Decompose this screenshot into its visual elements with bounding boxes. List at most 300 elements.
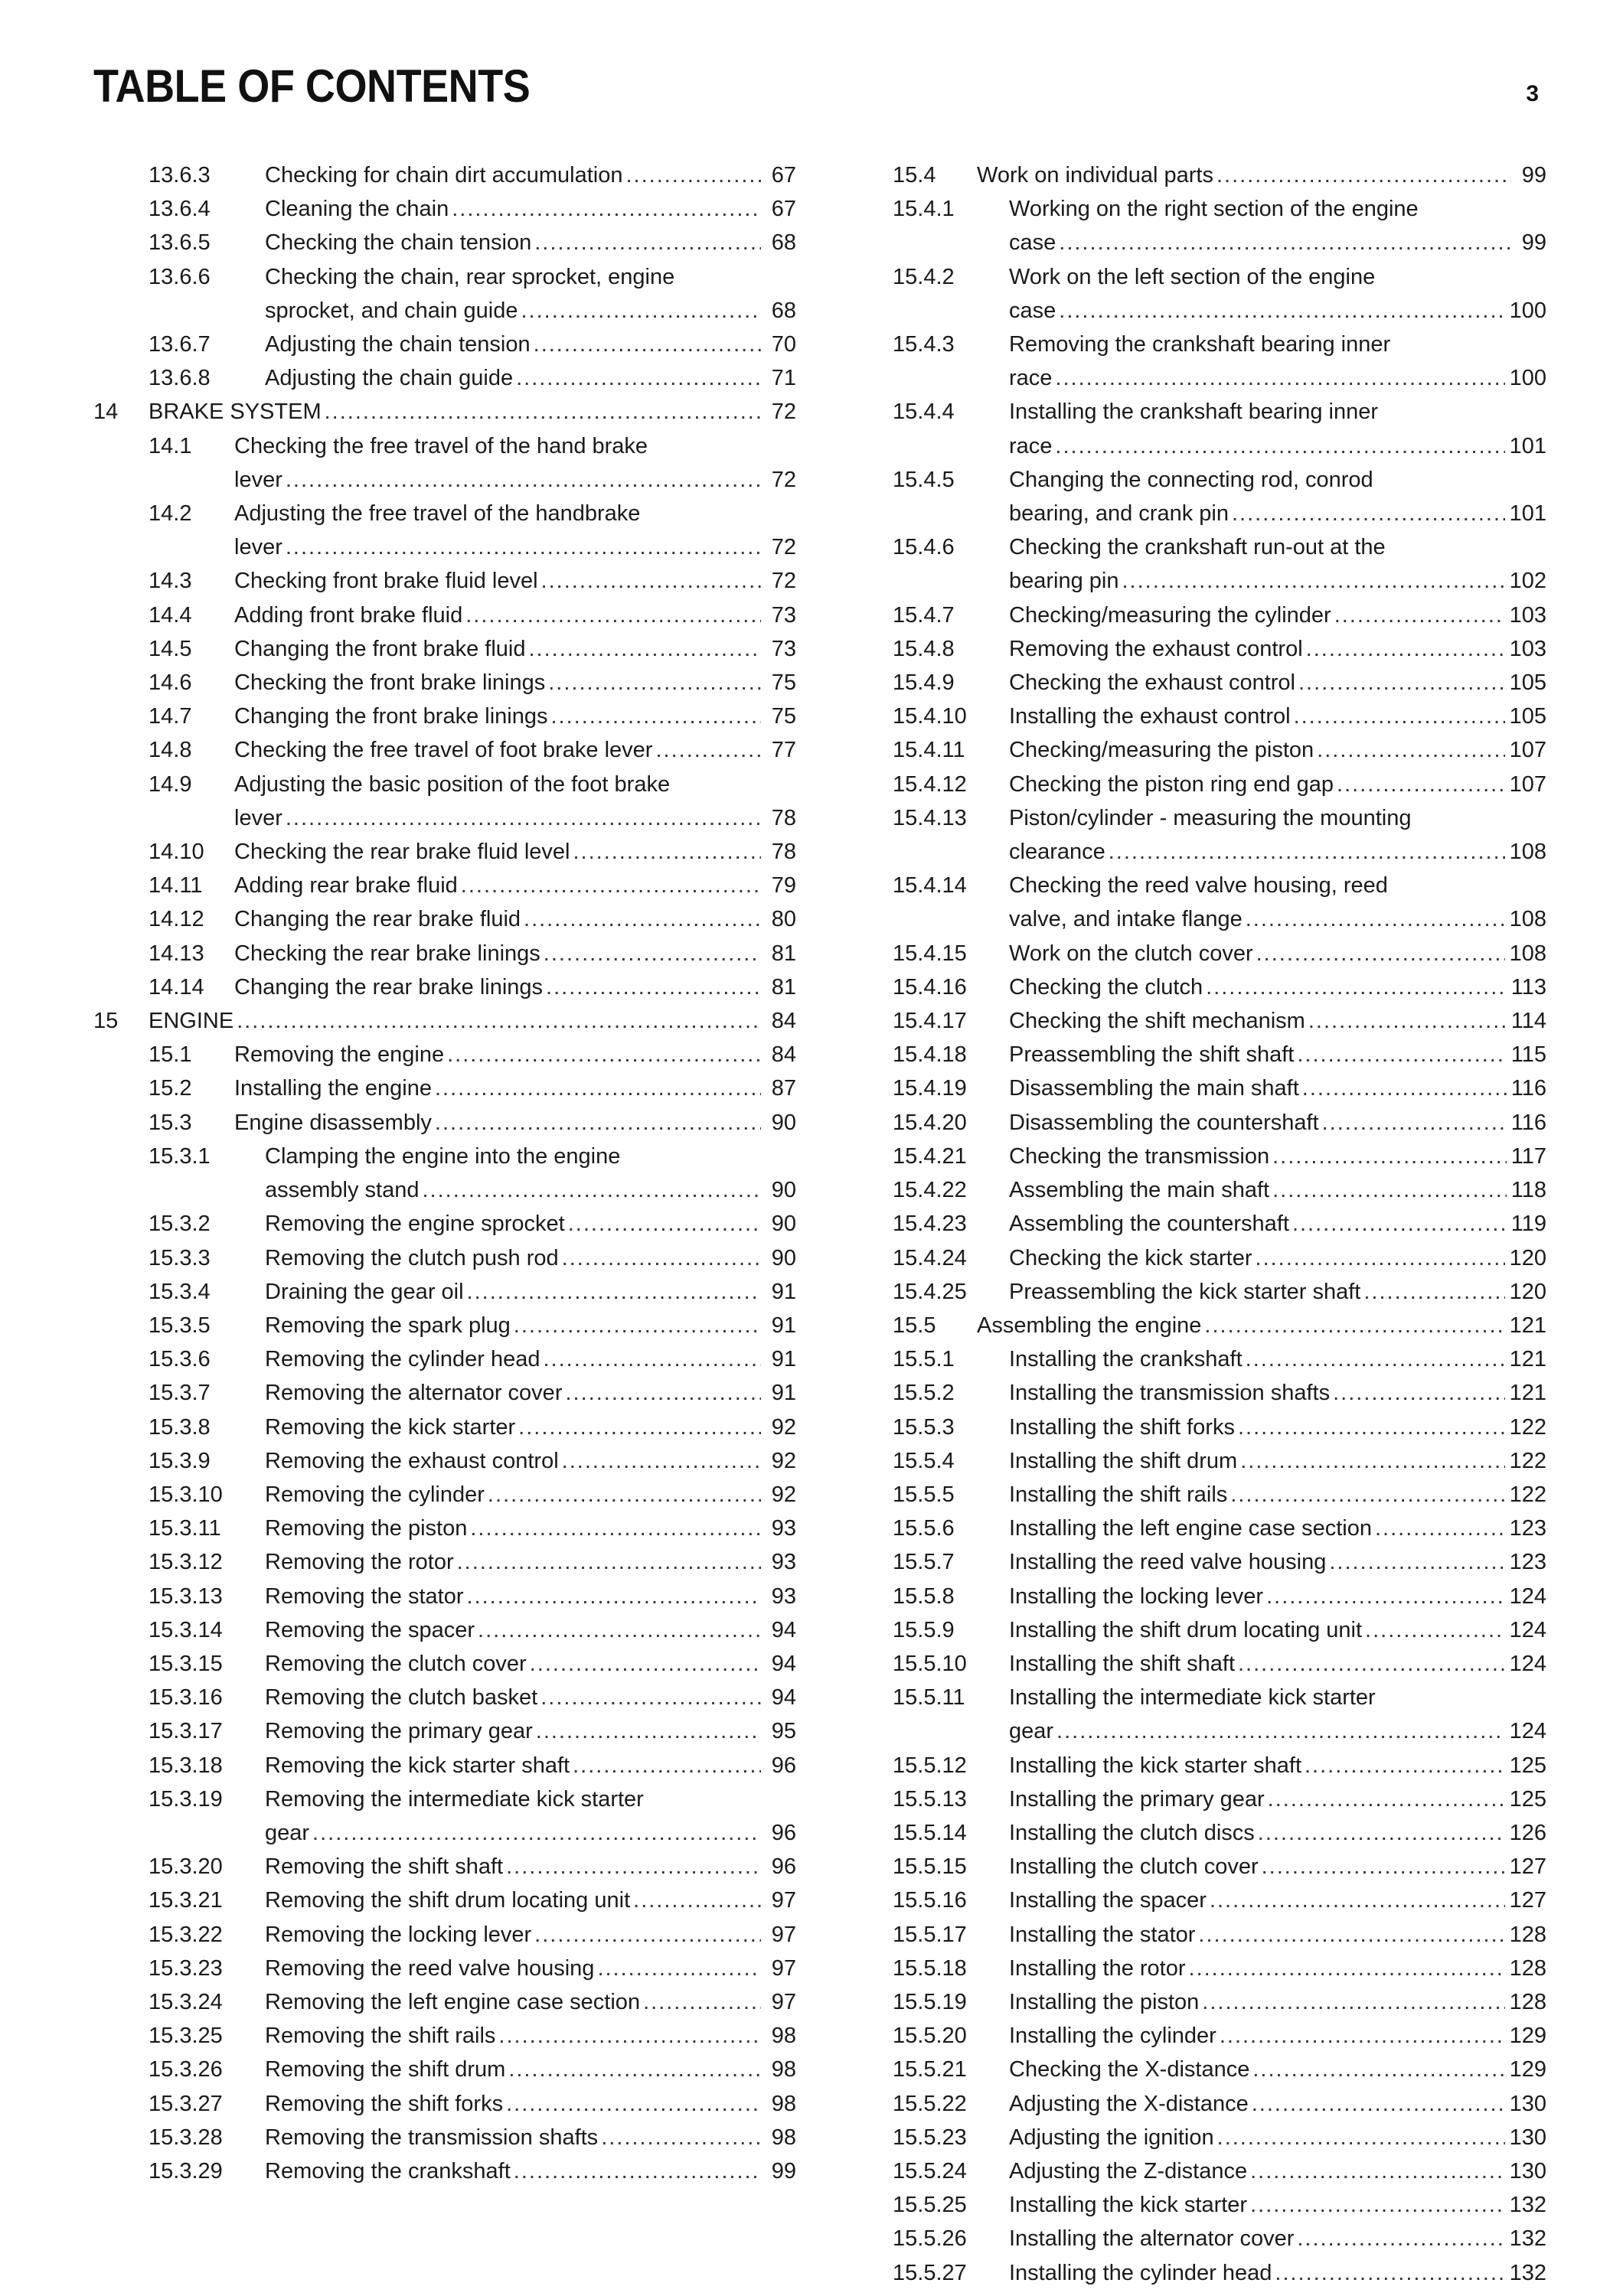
toc-entry-number: 15.4.23 [893, 1212, 967, 1237]
toc-entry[interactable] [93, 497, 796, 564]
toc-entry[interactable] [893, 700, 1546, 733]
toc-entry-title: bearing pin [1009, 569, 1119, 594]
toc-entry[interactable] [93, 2154, 796, 2188]
dot-leader [534, 226, 761, 259]
toc-entry-title: Changing the front brake fluid [234, 636, 526, 661]
toc-entry[interactable] [893, 192, 1546, 259]
toc-entry-title: Removing the crankshaft [265, 2158, 511, 2183]
toc-entry-page: 117 [1510, 1143, 1546, 1169]
dot-leader [457, 1545, 761, 1579]
toc-entry-number: 15.5.10 [893, 1651, 967, 1676]
toc-entry[interactable] [893, 1749, 1546, 1782]
toc-entry-page: 72 [771, 569, 796, 594]
toc-entry-title: Removing the piston [265, 1516, 468, 1541]
dot-leader [550, 700, 761, 733]
toc-entry-page: 75 [771, 670, 796, 696]
toc-entry[interactable] [93, 1376, 796, 1410]
toc-entry-title: Removing the shift drum locating unit [265, 1888, 631, 1913]
toc-entry[interactable] [93, 429, 796, 497]
toc-entry-number: 15.5.12 [893, 1753, 967, 1778]
toc-entry-page: 97 [771, 1922, 796, 1947]
toc-entry-page: 70 [771, 332, 796, 357]
toc-entry-number: 15.4.5 [893, 467, 955, 492]
toc-entry-page: 107 [1509, 771, 1546, 797]
toc-entry-title: Removing the left engine case section [265, 1989, 641, 2014]
toc-entry[interactable] [93, 1038, 796, 1071]
toc-entry[interactable] [893, 1342, 1546, 1376]
toc-entry-title: Checking the exhaust control [1009, 670, 1295, 696]
toc-entry-title: Disassembling the countershaft [1009, 1110, 1319, 1135]
toc-entry-page: 98 [771, 2125, 796, 2150]
toc-entry[interactable] [893, 1071, 1546, 1105]
toc-entry[interactable] [93, 1444, 796, 1478]
toc-entry[interactable] [93, 1275, 796, 1309]
toc-entry-number: 14.3 [149, 569, 192, 594]
dot-leader [1256, 1241, 1505, 1275]
toc-entry-title: Removing the exhaust control [265, 1448, 559, 1473]
toc-entry[interactable] [893, 1004, 1546, 1038]
toc-entry-number: 15.4.10 [893, 704, 967, 729]
toc-entry-page: 108 [1509, 941, 1546, 966]
dot-leader [1232, 497, 1505, 530]
toc-entry[interactable] [93, 1580, 796, 1613]
toc-entry-page: 97 [771, 1955, 796, 1981]
toc-entry[interactable] [93, 395, 796, 429]
dot-leader [562, 1444, 761, 1478]
toc-entry-title: Removing the shift drum [265, 2057, 506, 2082]
toc-entry[interactable] [893, 1782, 1546, 1816]
toc-entry-title: gear [265, 1820, 310, 1845]
toc-entry[interactable] [93, 1106, 796, 1140]
toc-entry-number: 13.6.7 [149, 332, 211, 357]
toc-entry-number: 13.6.8 [149, 366, 211, 391]
toc-entry[interactable] [93, 869, 796, 902]
dot-leader [1220, 2019, 1505, 2053]
toc-entry-page: 102 [1509, 569, 1546, 594]
toc-entry-page: 103 [1509, 636, 1546, 661]
dot-leader [1238, 1411, 1505, 1444]
toc-entry-title: Checking the free travel of foot brake lever [234, 738, 653, 763]
toc-entry[interactable] [893, 970, 1546, 1004]
dot-leader [1250, 2154, 1504, 2188]
toc-entry[interactable] [93, 1782, 796, 1850]
toc-entry[interactable] [893, 395, 1546, 462]
toc-entry-title: Removing the shift shaft [265, 1854, 504, 1880]
dot-leader [506, 1850, 761, 1883]
toc-entry[interactable] [93, 1411, 796, 1444]
toc-entry[interactable] [93, 1883, 796, 1917]
dot-leader [562, 1241, 761, 1275]
toc-entry[interactable] [93, 2087, 796, 2121]
toc-entry-title: race [1009, 366, 1053, 391]
toc-entry-title: Removing the crankshaft bearing inner [1009, 332, 1391, 357]
toc-entry-number: 15.3.27 [149, 2091, 223, 2116]
toc-entry[interactable] [93, 1342, 796, 1376]
toc-entry[interactable] [893, 1038, 1546, 1071]
toc-entry-title: case [1009, 230, 1056, 256]
toc-entry-page: 75 [771, 704, 796, 729]
toc-entry[interactable] [93, 1749, 796, 1782]
toc-entry-page: 103 [1509, 602, 1546, 628]
toc-entry-title: lever [234, 467, 282, 492]
toc-entry-page: 121 [1509, 1347, 1546, 1372]
toc-entry[interactable] [893, 2256, 1546, 2290]
dot-leader [312, 1816, 761, 1850]
toc-entry[interactable] [93, 970, 796, 1004]
dot-leader [1334, 598, 1505, 632]
toc-entry-title: Checking the crankshaft run-out at the [1009, 535, 1386, 560]
toc-entry-page: 71 [771, 366, 796, 391]
toc-entry-title: Installing the engine [234, 1076, 432, 1101]
toc-entry-title: Changing the rear brake linings [234, 974, 544, 1000]
toc-entry[interactable] [93, 1714, 796, 1748]
dot-leader [1246, 902, 1505, 936]
toc-entry[interactable] [893, 2019, 1546, 2053]
toc-entry-title: Installing the crankshaft [1009, 1347, 1243, 1372]
toc-entry-number: 15.4.13 [893, 805, 967, 830]
toc-entry-number: 15.4.15 [893, 941, 967, 966]
dot-leader [625, 158, 761, 192]
toc-entry[interactable] [893, 463, 1546, 530]
toc-entry[interactable] [893, 1478, 1546, 1512]
dot-leader [1109, 835, 1505, 869]
toc-entry[interactable] [893, 1444, 1546, 1478]
toc-entry[interactable] [893, 1241, 1546, 1275]
toc-entry-number: 15.4.22 [893, 1178, 967, 1203]
toc-entry-number: 13.6.5 [149, 230, 211, 256]
dot-leader [601, 2121, 761, 2154]
toc-entry-title: Checking for chain dirt accumulation [265, 163, 623, 188]
toc-entry-page: 98 [771, 2024, 796, 2049]
toc-entry-title: Checking front brake fluid level [234, 569, 538, 594]
toc-entry[interactable] [93, 1309, 796, 1342]
toc-entry[interactable] [93, 700, 796, 733]
toc-entry-number: 15.4 [893, 163, 936, 188]
toc-entry[interactable] [93, 1207, 796, 1241]
toc-entry-title: Work on individual parts [977, 163, 1213, 188]
toc-entry-title: clearance [1009, 840, 1105, 865]
toc-entry[interactable] [93, 158, 796, 192]
toc-entry-title: Checking the piston ring end gap [1009, 771, 1334, 797]
toc-entry[interactable] [893, 2188, 1546, 2222]
toc-entry-number: 15.5.14 [893, 1820, 967, 1845]
toc-entry[interactable] [893, 158, 1546, 192]
toc-entry[interactable] [893, 598, 1546, 632]
toc-entry[interactable] [893, 260, 1546, 328]
dot-leader [467, 1275, 761, 1309]
dot-leader [237, 1004, 761, 1038]
toc-entry-title: gear [1009, 1719, 1054, 1744]
toc-entry-page: 122 [1509, 1414, 1546, 1440]
toc-entry-number: 15.3 [149, 1110, 192, 1135]
dot-leader [1294, 700, 1505, 733]
toc-entry-title: Installing the clutch discs [1009, 1820, 1255, 1845]
dot-leader [470, 1512, 761, 1545]
toc-entry-title: Removing the stator [265, 1583, 464, 1609]
toc-entry[interactable] [93, 1140, 796, 1207]
toc-entry-number: 15.3.6 [149, 1347, 211, 1372]
toc-entry[interactable] [93, 902, 796, 936]
toc-entry[interactable] [93, 937, 796, 970]
toc-entry-number: 15.3.8 [149, 1414, 211, 1440]
toc-entry[interactable] [893, 2053, 1546, 2086]
toc-entry[interactable] [93, 2019, 796, 2053]
toc-entry-number: 15.3.15 [149, 1651, 223, 1676]
toc-entry-number: 15.5.26 [893, 2226, 967, 2252]
toc-entry[interactable] [893, 632, 1546, 666]
toc-entry-page: 97 [771, 1888, 796, 1913]
toc-entry[interactable] [893, 869, 1546, 936]
toc-entry-title: lever [234, 805, 282, 830]
toc-entry[interactable] [893, 1545, 1546, 1579]
toc-entry[interactable] [93, 1985, 796, 2019]
toc-entry-title: Adding rear brake fluid [234, 873, 458, 899]
toc-entry-title: Removing the clutch cover [265, 1651, 527, 1676]
toc-entry-title: Installing the crankshaft bearing inner [1009, 400, 1379, 425]
toc-entry-number: 15.3.12 [149, 1550, 223, 1575]
toc-entry[interactable] [93, 260, 796, 328]
toc-entry[interactable] [93, 632, 796, 666]
dot-leader [447, 1038, 761, 1071]
toc-entry[interactable] [893, 733, 1546, 767]
toc-entry[interactable] [893, 1309, 1546, 1342]
toc-entry[interactable] [93, 598, 796, 632]
toc-entry[interactable] [93, 1545, 796, 1579]
toc-entry[interactable] [93, 1241, 796, 1275]
toc-entry[interactable] [893, 1376, 1546, 1410]
toc-entry-number: 15.5.23 [893, 2125, 967, 2150]
toc-entry[interactable] [93, 1918, 796, 1952]
dot-leader [1189, 1952, 1505, 1985]
dot-leader [1204, 1309, 1504, 1342]
dot-leader [286, 801, 761, 835]
toc-entry-number: 15.4.25 [893, 1279, 967, 1304]
toc-entry[interactable] [893, 1140, 1546, 1173]
toc-entry[interactable] [93, 1512, 796, 1545]
toc-entry-number: 14.1 [149, 433, 192, 458]
toc-entry[interactable] [893, 1883, 1546, 1917]
dot-leader [548, 666, 761, 700]
toc-entry-page: 122 [1509, 1482, 1546, 1507]
toc-entry[interactable] [893, 1207, 1546, 1241]
toc-entry-number: 15.4.24 [893, 1245, 967, 1270]
toc-entry-page: 81 [771, 974, 796, 1000]
toc-entry[interactable] [893, 1952, 1546, 1985]
toc-entry-title: Checking/measuring the piston [1009, 738, 1314, 763]
dot-leader [1056, 1714, 1505, 1748]
toc-entry-number: 15.4.6 [893, 535, 955, 560]
toc-entry-number: 15.4.16 [893, 974, 967, 1000]
toc-entry-title: valve, and intake flange [1009, 907, 1243, 932]
dot-leader [1297, 1038, 1506, 1071]
toc-entry[interactable] [93, 226, 796, 259]
dot-leader [1252, 2053, 1504, 2086]
dot-leader [1292, 1207, 1507, 1241]
toc-entry[interactable] [893, 801, 1546, 869]
toc-entry[interactable] [893, 328, 1546, 395]
toc-entry-number: 14 [93, 400, 119, 425]
toc-entry-page: 93 [771, 1516, 796, 1541]
toc-entry[interactable] [893, 1918, 1546, 1952]
toc-entry[interactable] [893, 1647, 1546, 1681]
toc-entry-title: Installing the shift shaft [1009, 1651, 1235, 1676]
toc-entry-title: Removing the clutch push rod [265, 1245, 559, 1270]
toc-entry[interactable] [893, 666, 1546, 700]
toc-entry[interactable] [893, 1275, 1546, 1309]
toc-entry-page: 77 [771, 738, 796, 763]
toc-entry-title: Installing the kick starter [1009, 2193, 1248, 2218]
toc-entry-page: 91 [771, 1279, 796, 1304]
toc-entry-title: Removing the alternator cover [265, 1381, 563, 1406]
dot-leader [508, 2053, 761, 2086]
toc-entry-page: 127 [1509, 1888, 1546, 1913]
toc-entry-number: 15.5.20 [893, 2024, 967, 2049]
toc-entry[interactable] [893, 1613, 1546, 1647]
dot-leader [1059, 294, 1504, 328]
toc-entry[interactable] [93, 1952, 796, 1985]
toc-entry[interactable] [893, 2154, 1546, 2188]
dot-leader [1317, 733, 1504, 767]
toc-entry[interactable] [93, 1681, 796, 1714]
toc-entry[interactable] [93, 835, 796, 869]
dot-leader [1206, 970, 1507, 1004]
toc-entry[interactable] [93, 733, 796, 767]
dot-leader [1252, 2087, 1505, 2121]
toc-entry-number: 15.5.3 [893, 1414, 955, 1440]
toc-entry-title: Checking the reed valve housing, reed [1009, 873, 1388, 899]
toc-entry-title: Checking the clutch [1009, 974, 1203, 1000]
dot-leader [514, 1309, 761, 1342]
toc-entry[interactable] [893, 1985, 1546, 2019]
toc-entry-number: 15.5.9 [893, 1617, 955, 1642]
toc-entry[interactable] [93, 1478, 796, 1512]
toc-entry[interactable] [893, 1580, 1546, 1613]
toc-entry[interactable] [93, 1850, 796, 1883]
dot-leader [506, 2087, 761, 2121]
toc-entry-number: 15.3.23 [149, 1955, 223, 1981]
toc-entry[interactable] [893, 2222, 1546, 2255]
toc-entry[interactable] [893, 1850, 1546, 1883]
toc-entry[interactable] [93, 1071, 796, 1105]
toc-entry-number: 15.4.7 [893, 602, 955, 628]
toc-entry-page: 100 [1509, 298, 1546, 323]
toc-entry[interactable] [93, 1004, 796, 1038]
toc-entry[interactable] [93, 768, 796, 835]
toc-entry-title: Installing the reed valve housing [1009, 1550, 1327, 1575]
toc-entry-page: 130 [1509, 2091, 1546, 2116]
dot-leader [1375, 1512, 1505, 1545]
toc-entry-page: 73 [771, 636, 796, 661]
dot-leader [541, 564, 761, 598]
toc-entry[interactable] [93, 2121, 796, 2154]
toc-entry[interactable] [93, 361, 796, 395]
toc-entry[interactable] [93, 2053, 796, 2086]
toc-entry-page: 79 [771, 873, 796, 899]
toc-entry-title: Removing the spacer [265, 1617, 475, 1642]
toc-entry-page: 115 [1510, 1042, 1546, 1068]
dot-leader [1275, 2256, 1504, 2290]
toc-entry-title: ENGINE [149, 1009, 234, 1034]
toc-entry[interactable] [893, 1816, 1546, 1850]
toc-entry-title: Installing the cylinder [1009, 2024, 1216, 2049]
toc-entry-page: 90 [771, 1110, 796, 1135]
toc-entry[interactable] [893, 1512, 1546, 1545]
dot-leader [565, 1376, 761, 1410]
toc-entry[interactable] [893, 1681, 1546, 1748]
toc-entry-page: 93 [771, 1550, 796, 1575]
toc-entry-page: 124 [1509, 1617, 1546, 1642]
dot-leader [544, 937, 761, 970]
toc-entry-number: 15.3.18 [149, 1753, 223, 1778]
dot-leader [1210, 1883, 1505, 1917]
toc-entry[interactable] [893, 1411, 1546, 1444]
dot-leader [1202, 1985, 1504, 2019]
toc-entry-page: 121 [1509, 1381, 1546, 1406]
dot-leader [286, 463, 761, 497]
toc-entry-number: 14.10 [149, 840, 204, 865]
page-header [93, 60, 1539, 121]
toc-entry-page: 90 [771, 1245, 796, 1270]
toc-entry-title: Checking the transmission [1009, 1143, 1270, 1169]
toc-entry-title: Removing the transmission shafts [265, 2125, 599, 2150]
toc-entry-page: 129 [1509, 2024, 1546, 2049]
toc-entry-number: 15.4.20 [893, 1110, 967, 1135]
toc-entry-page: 129 [1509, 2057, 1546, 2082]
toc-entry-page: 72 [771, 467, 796, 492]
toc-entry[interactable] [93, 192, 796, 226]
toc-entry-number: 15.4.3 [893, 332, 955, 357]
dot-leader [478, 1613, 761, 1647]
toc-entry-number: 15.5.4 [893, 1448, 955, 1473]
toc-entry[interactable] [893, 2087, 1546, 2121]
dot-leader [461, 869, 761, 902]
toc-entry[interactable] [893, 530, 1546, 598]
toc-entry-page: 93 [771, 1583, 796, 1609]
toc-entry[interactable] [893, 2121, 1546, 2154]
toc-entry-page: 68 [771, 298, 796, 323]
toc-entry[interactable] [93, 1647, 796, 1681]
toc-entry-number: 15.4.11 [893, 738, 965, 763]
dot-leader [1198, 1918, 1504, 1952]
toc-entry-page: 126 [1509, 1820, 1546, 1845]
toc-entry-title: Checking/measuring the cylinder [1009, 602, 1331, 628]
dot-leader [1333, 1376, 1505, 1410]
dot-leader [1055, 429, 1504, 463]
toc-entry-page: 95 [771, 1719, 796, 1744]
toc-entry-page: 132 [1509, 2226, 1546, 2252]
toc-entry[interactable] [893, 1173, 1546, 1207]
toc-entry-title: Removing the intermediate kick starter [265, 1786, 644, 1812]
toc-entry-number: 15.4.8 [893, 636, 955, 661]
toc-entry-page: 92 [771, 1414, 796, 1440]
toc-entry-page: 123 [1509, 1516, 1546, 1541]
toc-entry[interactable] [893, 768, 1546, 801]
toc-entry[interactable] [893, 1106, 1546, 1140]
toc-entry[interactable] [93, 1613, 796, 1647]
toc-entry-number: 14.4 [149, 602, 192, 628]
toc-entry-number: 14.2 [149, 501, 192, 527]
toc-entry[interactable] [93, 666, 796, 700]
toc-entry-number: 13.6.6 [149, 264, 211, 289]
toc-entry-title: BRAKE SYSTEM [149, 400, 322, 425]
toc-entry-title: Adjusting the chain tension [265, 332, 531, 357]
dot-leader [286, 530, 761, 564]
toc-entry[interactable] [93, 328, 796, 361]
toc-entry-page: 90 [771, 1212, 796, 1237]
toc-entry[interactable] [93, 564, 796, 598]
toc-entry-number: 15.4.17 [893, 1009, 967, 1034]
toc-entry[interactable] [893, 937, 1546, 970]
